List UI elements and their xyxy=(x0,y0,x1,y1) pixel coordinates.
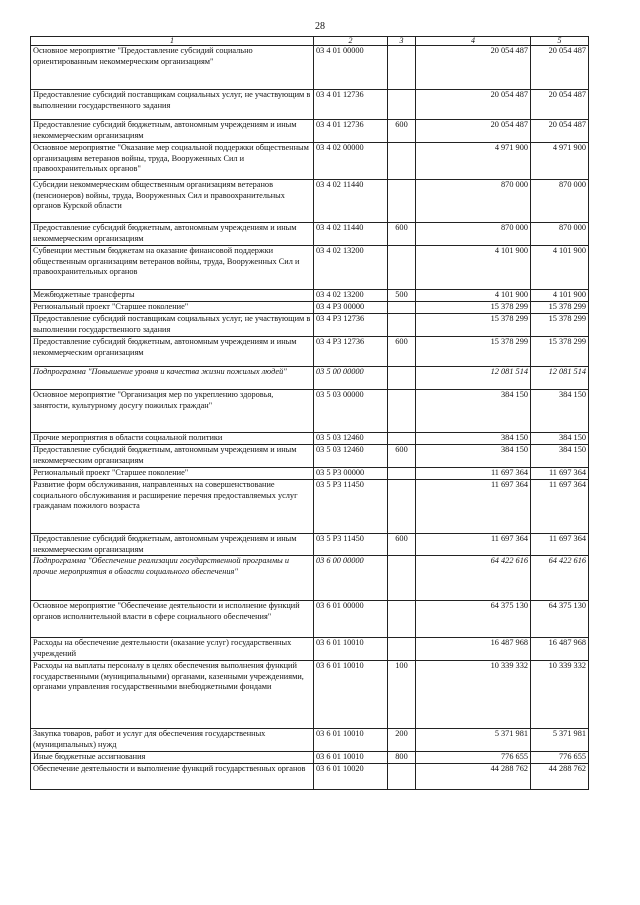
row-amount-year2-cell: 64 422 616 xyxy=(531,556,589,601)
row-amount-year2-cell: 64 375 130 xyxy=(531,601,589,638)
row-code-cell: 03 6 00 00000 xyxy=(314,556,388,601)
row-amount-year2-cell: 10 339 332 xyxy=(531,661,589,729)
table-row xyxy=(31,638,589,661)
row-amount-year1-cell: 384 150 xyxy=(416,445,531,468)
row-code-cell: 03 6 01 10010 xyxy=(314,638,388,661)
row-amount-year2-cell: 384 150 xyxy=(531,433,589,445)
table-row xyxy=(31,90,589,120)
row-code-cell: 03 4 01 12736 xyxy=(314,120,388,143)
row-expense-type-cell xyxy=(388,46,416,90)
row-amount-year2-cell: 870 000 xyxy=(531,223,589,246)
row-name-cell: Основное мероприятие "Предоставление субсидий социально ориентированным некоммерческим организациям" xyxy=(31,46,314,90)
table-row xyxy=(31,180,589,223)
row-expense-type-cell: 600 xyxy=(388,120,416,143)
table-row xyxy=(31,601,589,638)
row-name-cell: Субсидии некоммерческим общественным организациям ветеранов (пенсионеров) войны, труда, Вооруженных Сил и правоохранительных органов Курской области xyxy=(31,180,314,223)
row-name-cell: Обеспечение деятельности и выполнение функций государственных органов xyxy=(31,764,314,790)
row-code-cell: 03 6 01 10010 xyxy=(314,729,388,752)
row-code-cell: 03 4 01 12736 xyxy=(314,90,388,120)
row-expense-type-cell xyxy=(388,468,416,480)
table-row xyxy=(31,764,589,790)
row-amount-year1-cell: 20 054 487 xyxy=(416,120,531,143)
table-row xyxy=(31,752,589,764)
row-name-cell: Развитие форм обслуживания, направленных на совершенствование социального обслуживания и расширение перечня предоставляемых услуг гражданам пожилого возраста xyxy=(31,480,314,534)
row-amount-year1-cell: 776 655 xyxy=(416,752,531,764)
row-amount-year2-cell: 20 054 487 xyxy=(531,120,589,143)
row-expense-type-cell xyxy=(388,480,416,534)
row-amount-year1-cell: 870 000 xyxy=(416,223,531,246)
row-expense-type-cell xyxy=(388,764,416,790)
row-expense-type-cell xyxy=(388,390,416,433)
row-amount-year2-cell: 11 697 364 xyxy=(531,534,589,556)
row-amount-year2-cell: 11 697 364 xyxy=(531,480,589,534)
row-amount-year2-cell: 870 000 xyxy=(531,180,589,223)
header-col-2: 2 xyxy=(314,37,388,46)
row-code-cell: 03 5 P3 11450 xyxy=(314,480,388,534)
row-amount-year2-cell: 4 101 900 xyxy=(531,290,589,302)
row-amount-year2-cell: 15 378 299 xyxy=(531,337,589,367)
row-expense-type-cell xyxy=(388,638,416,661)
row-name-cell: Региональный проект "Старшее поколение" xyxy=(31,468,314,480)
row-amount-year2-cell: 384 150 xyxy=(531,390,589,433)
header-col-3: 3 xyxy=(388,37,416,46)
row-amount-year1-cell: 10 339 332 xyxy=(416,661,531,729)
row-name-cell: Расходы на выплаты персоналу в целях обеспечения выполнения функций государственными (муниципальными) органами, казенными учреждениями, органами управления государственными внебюджетными фондами xyxy=(31,661,314,729)
row-amount-year2-cell: 776 655 xyxy=(531,752,589,764)
row-amount-year1-cell: 64 375 130 xyxy=(416,601,531,638)
budget-table xyxy=(30,36,589,790)
row-amount-year2-cell: 15 378 299 xyxy=(531,302,589,314)
row-code-cell: 03 4 01 00000 xyxy=(314,46,388,90)
table-row xyxy=(31,480,589,534)
row-name-cell: Предоставление субсидий бюджетным, автономным учреждениям и иным некоммерческим организациям xyxy=(31,120,314,143)
row-amount-year1-cell: 4 101 900 xyxy=(416,246,531,290)
row-expense-type-cell xyxy=(388,90,416,120)
row-amount-year1-cell: 15 378 299 xyxy=(416,337,531,367)
row-code-cell: 03 5 03 00000 xyxy=(314,390,388,433)
row-amount-year1-cell: 15 378 299 xyxy=(416,302,531,314)
row-code-cell: 03 6 01 10010 xyxy=(314,661,388,729)
page-number: 28 xyxy=(315,21,325,32)
row-expense-type-cell xyxy=(388,601,416,638)
table-row xyxy=(31,302,589,314)
row-amount-year1-cell: 11 697 364 xyxy=(416,468,531,480)
row-amount-year1-cell: 5 371 981 xyxy=(416,729,531,752)
row-name-cell: Прочие мероприятия в области социальной политики xyxy=(31,433,314,445)
row-amount-year1-cell: 15 378 299 xyxy=(416,314,531,337)
row-expense-type-cell: 200 xyxy=(388,729,416,752)
row-amount-year1-cell: 4 101 900 xyxy=(416,290,531,302)
row-expense-type-cell: 600 xyxy=(388,337,416,367)
row-code-cell: 03 4 02 13200 xyxy=(314,290,388,302)
table-header-row xyxy=(31,37,589,46)
row-name-cell: Основное мероприятие "Организация мер по укреплению здоровья, занятости, культурному досугу пожилых граждан" xyxy=(31,390,314,433)
table-row xyxy=(31,556,589,601)
row-name-cell: Предоставление субсидий поставщикам социальных услуг, не участвующим в выполнении государственного задания xyxy=(31,90,314,120)
row-amount-year2-cell: 20 054 487 xyxy=(531,46,589,90)
row-amount-year2-cell: 20 054 487 xyxy=(531,90,589,120)
row-name-cell: Подпрограмма "Обеспечение реализации государственной программы и прочие мероприятия в области социального обеспечения" xyxy=(31,556,314,601)
row-code-cell: 03 5 00 00000 xyxy=(314,367,388,390)
row-amount-year1-cell: 20 054 487 xyxy=(416,46,531,90)
row-amount-year1-cell: 4 971 900 xyxy=(416,143,531,180)
table-row xyxy=(31,143,589,180)
row-amount-year1-cell: 870 000 xyxy=(416,180,531,223)
table-row xyxy=(31,46,589,90)
row-amount-year2-cell: 15 378 299 xyxy=(531,314,589,337)
row-name-cell: Предоставление субсидий бюджетным, автономным учреждениям и иным некоммерческим организациям xyxy=(31,445,314,468)
row-code-cell: 03 6 01 00000 xyxy=(314,601,388,638)
row-expense-type-cell xyxy=(388,143,416,180)
row-amount-year2-cell: 4 101 900 xyxy=(531,246,589,290)
header-col-4: 4 xyxy=(416,37,531,46)
row-code-cell: 03 6 01 10020 xyxy=(314,764,388,790)
row-amount-year2-cell: 44 288 762 xyxy=(531,764,589,790)
row-expense-type-cell: 600 xyxy=(388,223,416,246)
row-name-cell: Субвенции местным бюджетам на оказание финансовой поддержки общественным организациям ветеранов войны, труда, Вооруженных Сил и правоохранительных органов xyxy=(31,246,314,290)
header-col-1: 1 xyxy=(31,37,314,46)
table-row xyxy=(31,661,589,729)
row-amount-year1-cell: 20 054 487 xyxy=(416,90,531,120)
row-name-cell: Предоставление субсидий поставщикам социальных услуг, не участвующим в выполнении государственного задания xyxy=(31,314,314,337)
row-code-cell: 03 4 02 00000 xyxy=(314,143,388,180)
row-expense-type-cell xyxy=(388,314,416,337)
row-expense-type-cell xyxy=(388,246,416,290)
row-name-cell: Расходы на обеспечение деятельности (оказание услуг) государственных учреждений xyxy=(31,638,314,661)
row-expense-type-cell: 100 xyxy=(388,661,416,729)
row-expense-type-cell xyxy=(388,180,416,223)
row-amount-year1-cell: 44 288 762 xyxy=(416,764,531,790)
row-code-cell: 03 4 02 11440 xyxy=(314,223,388,246)
row-expense-type-cell: 600 xyxy=(388,445,416,468)
row-amount-year2-cell: 12 081 514 xyxy=(531,367,589,390)
table-row xyxy=(31,337,589,367)
row-code-cell: 03 4 P3 12736 xyxy=(314,314,388,337)
row-code-cell: 03 5 03 12460 xyxy=(314,445,388,468)
row-amount-year1-cell: 12 081 514 xyxy=(416,367,531,390)
row-code-cell: 03 6 01 10010 xyxy=(314,752,388,764)
row-amount-year1-cell: 16 487 968 xyxy=(416,638,531,661)
table-row xyxy=(31,290,589,302)
table-row xyxy=(31,433,589,445)
row-amount-year1-cell: 384 150 xyxy=(416,433,531,445)
header-col-5: 5 xyxy=(531,37,589,46)
row-name-cell: Предоставление субсидий бюджетным, автономным учреждениям и иным некоммерческим организациям xyxy=(31,337,314,367)
row-expense-type-cell xyxy=(388,433,416,445)
table-row xyxy=(31,314,589,337)
table-row xyxy=(31,445,589,468)
row-expense-type-cell xyxy=(388,302,416,314)
row-name-cell: Иные бюджетные ассигнования xyxy=(31,752,314,764)
row-name-cell: Подпрограмма "Повышение уровня и качества жизни пожилых людей" xyxy=(31,367,314,390)
table-row xyxy=(31,534,589,556)
row-amount-year1-cell: 11 697 364 xyxy=(416,480,531,534)
table-row xyxy=(31,468,589,480)
row-name-cell: Предоставление субсидий бюджетным, автономным учреждениям и иным некоммерческим организациям xyxy=(31,534,314,556)
row-code-cell: 03 4 02 11440 xyxy=(314,180,388,223)
table-row xyxy=(31,729,589,752)
row-amount-year2-cell: 5 371 981 xyxy=(531,729,589,752)
row-name-cell: Межбюджетные трансферты xyxy=(31,290,314,302)
table-row xyxy=(31,120,589,143)
row-amount-year1-cell: 384 150 xyxy=(416,390,531,433)
row-code-cell: 03 4 P3 00000 xyxy=(314,302,388,314)
row-expense-type-cell xyxy=(388,556,416,601)
row-name-cell: Региональный проект "Старшее поколение" xyxy=(31,302,314,314)
row-code-cell: 03 4 P3 12736 xyxy=(314,337,388,367)
row-expense-type-cell: 500 xyxy=(388,290,416,302)
table-row xyxy=(31,246,589,290)
row-name-cell: Основное мероприятие "Оказание мер социальной поддержки общественным организациям ветеранов войны, труда, Вооруженных Сил и правоохранительных органов" xyxy=(31,143,314,180)
row-code-cell: 03 5 03 12460 xyxy=(314,433,388,445)
row-amount-year2-cell: 4 971 900 xyxy=(531,143,589,180)
row-amount-year2-cell: 16 487 968 xyxy=(531,638,589,661)
row-expense-type-cell xyxy=(388,367,416,390)
row-name-cell: Основное мероприятие "Обеспечение деятельности и исполнение функций органов исполнительной власти в сфере социального обеспечения" xyxy=(31,601,314,638)
table-row xyxy=(31,367,589,390)
row-amount-year1-cell: 11 697 364 xyxy=(416,534,531,556)
row-expense-type-cell: 600 xyxy=(388,534,416,556)
row-code-cell: 03 5 P3 11450 xyxy=(314,534,388,556)
table-row xyxy=(31,223,589,246)
row-amount-year2-cell: 11 697 364 xyxy=(531,468,589,480)
row-amount-year1-cell: 64 422 616 xyxy=(416,556,531,601)
table-row xyxy=(31,390,589,433)
row-name-cell: Закупка товаров, работ и услуг для обеспечения государственных (муниципальных) нужд xyxy=(31,729,314,752)
row-name-cell: Предоставление субсидий бюджетным, автономным учреждениям и иным некоммерческим организациям xyxy=(31,223,314,246)
row-code-cell: 03 5 P3 00000 xyxy=(314,468,388,480)
row-amount-year2-cell: 384 150 xyxy=(531,445,589,468)
row-code-cell: 03 4 02 13200 xyxy=(314,246,388,290)
row-expense-type-cell: 800 xyxy=(388,752,416,764)
